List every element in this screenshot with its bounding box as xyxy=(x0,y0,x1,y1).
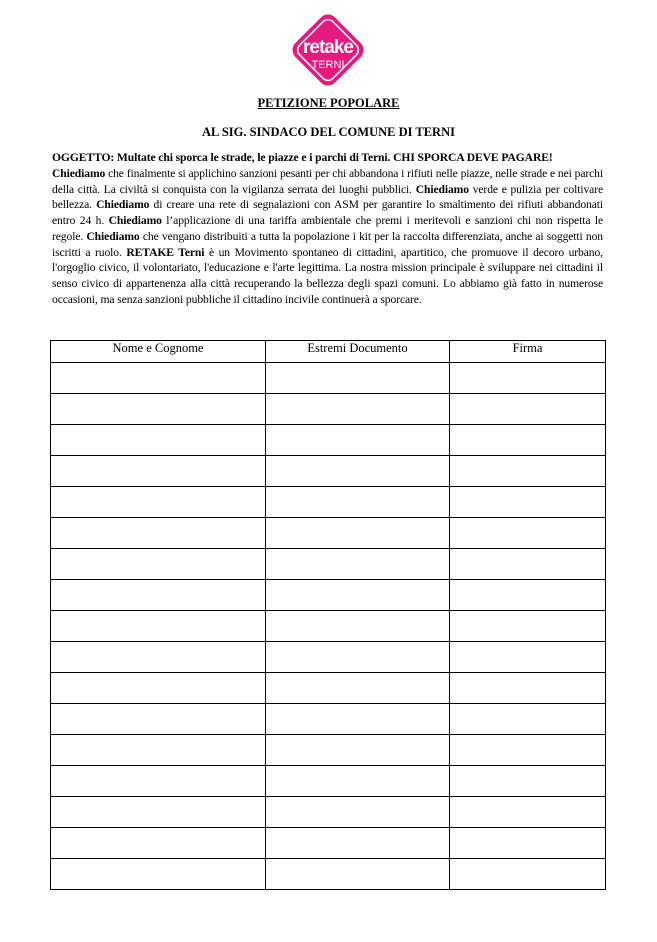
request-2-text: verde e pulizia per coltivare bellezza. xyxy=(52,182,604,212)
name-cell[interactable] xyxy=(51,549,266,580)
document-cell[interactable] xyxy=(266,611,450,642)
document-cell[interactable] xyxy=(266,735,450,766)
request-1-label: Chiediamo xyxy=(52,166,106,180)
table-row xyxy=(51,549,606,580)
request-4-text: l’applicazione di una tariffa ambientale che premi i meritevoli e sanzioni chi non rispetta le regole. xyxy=(52,214,603,243)
document-cell[interactable] xyxy=(266,704,450,735)
signature-cell[interactable] xyxy=(450,363,606,394)
signature-cell[interactable] xyxy=(450,828,606,859)
document-cell[interactable] xyxy=(266,797,450,828)
name-cell[interactable] xyxy=(51,642,266,673)
signature-cell[interactable] xyxy=(450,797,606,828)
table-row xyxy=(51,363,606,394)
signature-cell[interactable] xyxy=(450,425,606,456)
signature-table xyxy=(50,340,606,890)
signature-cell[interactable] xyxy=(450,611,606,642)
addressee: AL SIG. SINDACO DEL COMUNE DI TERNI xyxy=(202,125,455,139)
name-cell[interactable] xyxy=(51,673,266,704)
document-cell[interactable] xyxy=(266,828,450,859)
document-cell[interactable] xyxy=(266,549,450,580)
table-row xyxy=(51,487,606,518)
signature-cell[interactable] xyxy=(450,549,606,580)
movement-description: è un Movimento spontaneo di cittadini, apartitico, che promuove il decoro urbano, l'orgoglio civico, il volontariato, l'educazione e l'arte legittima. La nostra mission principale è sviluppare nei cittadini il senso civico di appartenenza alla città recuperando la bellezza degli spazi comuni. Lo abbiamo già fatto in numerose occasioni, ma senza sanzioni pubbliche il cittadino incivile continuerà a sporcare. xyxy=(52,245,603,306)
name-cell[interactable] xyxy=(51,487,266,518)
table-row xyxy=(51,394,606,425)
request-4-label: Chiediamo xyxy=(108,214,162,227)
table-row xyxy=(51,580,606,611)
name-cell[interactable] xyxy=(51,518,266,549)
document-cell[interactable] xyxy=(266,394,450,425)
name-cell[interactable] xyxy=(51,828,266,859)
document-cell[interactable] xyxy=(266,580,450,611)
name-cell[interactable] xyxy=(51,766,266,797)
table-row xyxy=(51,735,606,766)
request-2-label: Chiediamo xyxy=(415,182,469,196)
document-cell[interactable] xyxy=(266,642,450,673)
signature-cell[interactable] xyxy=(450,456,606,487)
logo-text-terni: TERNI xyxy=(311,59,345,71)
name-cell[interactable] xyxy=(51,859,266,890)
name-cell[interactable] xyxy=(51,735,266,766)
table-row xyxy=(51,673,606,704)
table-row xyxy=(51,704,606,735)
subject-line: OGGETTO: Multate chi sporca le strade, le piazze e i parchi di Terni. CHI SPORCA DEVE PAGARE! xyxy=(52,151,553,164)
name-cell[interactable] xyxy=(51,425,266,456)
document-cell[interactable] xyxy=(266,518,450,549)
signature-cell[interactable] xyxy=(450,735,606,766)
table-row xyxy=(51,642,606,673)
retake-terni-logo xyxy=(282,4,374,96)
signature-cell[interactable] xyxy=(450,394,606,425)
name-cell[interactable] xyxy=(51,611,266,642)
petition-text xyxy=(52,150,603,308)
table-row xyxy=(51,456,606,487)
document-cell[interactable] xyxy=(266,425,450,456)
document-cell[interactable] xyxy=(266,363,450,394)
document-cell[interactable] xyxy=(266,456,450,487)
table-row xyxy=(51,611,606,642)
header-signature: Firma xyxy=(450,341,606,363)
document-title: PETIZIONE POPOLARE xyxy=(257,96,400,110)
request-3-text: di creare una rete di segnalazioni con ASM per garantire lo smaltimento dei rifiuti abbandonati entro 24 h. xyxy=(52,198,603,227)
table-row xyxy=(51,797,606,828)
request-1-text: che finalmente si applichino sanzioni pesanti per chi abbandona i rifiuti nelle piazze, nelle strade e nei parchi della città. La civiltà si conquista con la vigilanza serrata dei luoghi pubblici. xyxy=(52,166,603,196)
document-cell[interactable] xyxy=(266,673,450,704)
signature-cell[interactable] xyxy=(450,580,606,611)
name-cell[interactable] xyxy=(51,797,266,828)
name-cell[interactable] xyxy=(51,580,266,611)
movement-name: RETAKE Terni xyxy=(126,245,205,259)
table-row xyxy=(51,828,606,859)
request-5-label: Chiediamo xyxy=(86,229,140,243)
header-name: Nome e Cognome xyxy=(51,341,266,363)
signature-cell[interactable] xyxy=(450,518,606,549)
logo-text-retake: retake xyxy=(303,37,353,58)
table-row xyxy=(51,425,606,456)
document-cell[interactable] xyxy=(266,766,450,797)
signature-cell[interactable] xyxy=(450,704,606,735)
table-row xyxy=(51,518,606,549)
name-cell[interactable] xyxy=(51,456,266,487)
signature-cell[interactable] xyxy=(450,766,606,797)
header-document: Estremi Documento xyxy=(266,341,450,363)
signature-cell[interactable] xyxy=(450,859,606,890)
name-cell[interactable] xyxy=(51,704,266,735)
table-header-row xyxy=(51,341,606,363)
document-cell[interactable] xyxy=(266,859,450,890)
name-cell[interactable] xyxy=(51,394,266,425)
table-row xyxy=(51,859,606,890)
signature-cell[interactable] xyxy=(450,673,606,704)
name-cell[interactable] xyxy=(51,363,266,394)
document-cell[interactable] xyxy=(266,487,450,518)
request-3-label: Chiediamo xyxy=(96,198,150,212)
signature-cell[interactable] xyxy=(450,487,606,518)
table-row xyxy=(51,766,606,797)
request-5-text: che vengano distribuiti a tutta la popolazione i kit per la raccolta differenziata, anche ai soggetti non iscritti a ruolo. xyxy=(52,229,603,259)
signature-cell[interactable] xyxy=(450,642,606,673)
